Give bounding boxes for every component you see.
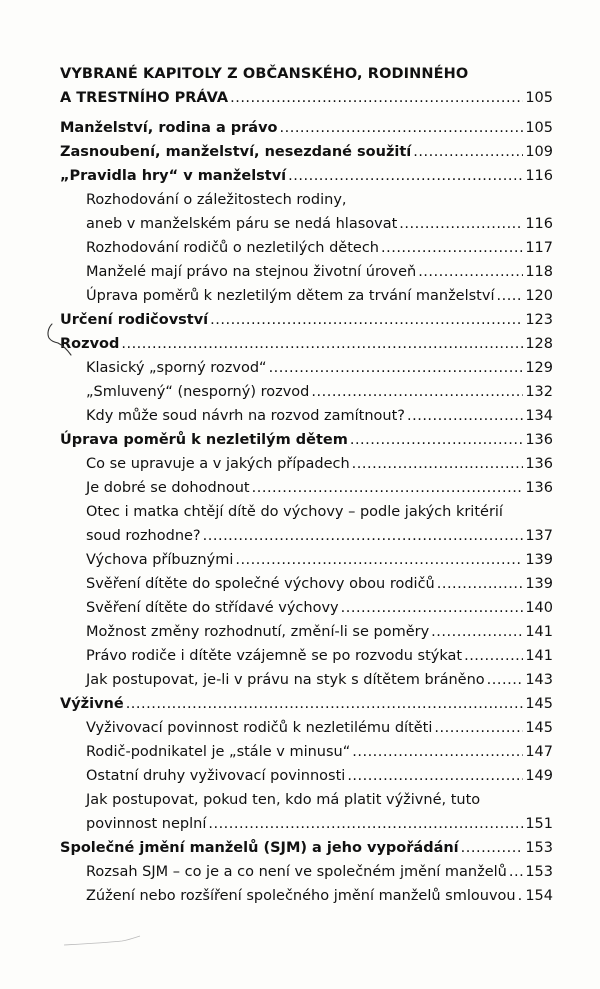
leader-dots [311,380,523,404]
toc-subsection-entry[interactable] [60,524,553,548]
entry-title: „Pravidla hry“ v manželství [60,168,287,184]
entry-page-number: 140 [525,600,553,616]
toc-entry-line: Jak postupovat, pokud ten, kdo má platit výživné, tuto [86,792,481,808]
leader-dots [352,740,523,764]
entry-title: Výživné [60,696,124,712]
entry-page-number: 137 [525,528,553,544]
entry-title: aneb v manželském páru se nedá hlasovat [86,216,398,232]
leader-dots [269,356,524,380]
toc-section-entry[interactable] [60,692,553,716]
leader-dots [518,884,524,908]
leader-dots [235,548,523,572]
entry-page-number: 147 [525,744,553,760]
entry-title: Úprava poměrů k nezletilým dětem za trvání manželství [86,288,495,304]
entry-page-number: 136 [525,480,553,496]
entry-title: Zúžení nebo rozšíření společného jmění manželů smlouvou [86,888,516,904]
leader-dots [347,764,523,788]
entry-page-number: 153 [525,840,553,856]
leader-dots [407,404,523,428]
entry-title: Rozhodování rodičů o nezletilých dětech [86,240,379,256]
leader-dots [509,860,523,884]
toc-subsection-entry[interactable] [60,452,553,476]
entry-title: Kdy může soud návrh na rozvod zamítnout? [86,408,405,424]
toc-subsection-entry[interactable] [60,668,553,692]
entry-title: Manželství, rodina a právo [60,120,278,136]
leader-dots [496,284,523,308]
toc-subsection-entry[interactable] [60,572,553,596]
entry-title: Možnost změny rozhodnutí, změní-li se poměry [86,624,430,640]
leader-dots [121,332,523,356]
entry-page-number: 139 [525,576,553,592]
entry-page-number: 116 [525,168,553,184]
toc-subsection-entry[interactable] [60,884,553,908]
entry-title: Je dobré se dohodnout [86,480,250,496]
page-smudge [62,935,142,949]
leader-dots [280,116,524,140]
toc-entries [60,116,553,908]
leader-dots [418,260,523,284]
toc-section-entry[interactable] [60,836,553,860]
entry-page-number: 128 [525,336,553,352]
entry-title: Svěření dítěte do společné výchovy obou rodičů [86,576,435,592]
toc-subsection-entry[interactable] [60,548,553,572]
leader-dots [230,86,523,110]
leader-dots [352,452,524,476]
chapter-page-number: 105 [525,90,553,106]
leader-dots [350,428,523,452]
entry-title: „Smluvený“ (nesporný) rozvod [86,384,310,400]
chapter-title-row [60,86,553,110]
entry-page-number: 145 [525,720,553,736]
entry-title: soud rozhodne? [86,528,201,544]
entry-page-number: 149 [525,768,553,784]
toc-section-entry[interactable] [60,332,553,356]
entry-page-number: 117 [525,240,553,256]
entry-page-number: 134 [525,408,553,424]
entry-page-number: 132 [525,384,553,400]
toc-subsection-entry[interactable] [60,860,553,884]
toc-subsection-entry[interactable] [60,404,553,428]
toc-subsection-entry[interactable] [60,284,553,308]
leader-dots [431,620,523,644]
toc-subsection-entry[interactable] [60,716,553,740]
entry-page-number: 145 [525,696,553,712]
toc-entry-line: Rozhodování o záležitostech rodiny, [86,192,347,208]
entry-page-number: 153 [525,864,553,880]
toc-subsection-entry[interactable] [60,212,553,236]
toc-subsection-entry[interactable] [60,596,553,620]
toc-subsection-entry[interactable] [60,644,553,668]
entry-title: Rodič-podnikatel je „stále v minusu“ [86,744,351,760]
toc-section-entry[interactable] [60,164,553,188]
entry-title: Manželé mají právo na stejnou životní úroveň [86,264,417,280]
toc-subsection-entry[interactable] [60,356,553,380]
leader-dots [464,644,523,668]
leader-dots [381,236,523,260]
entry-page-number: 141 [525,624,553,640]
leader-dots [434,716,523,740]
entry-title: Zasnoubení, manželství, nesezdané soužití [60,144,412,160]
entry-page-number: 154 [525,888,553,904]
entry-page-number: 118 [525,264,553,280]
toc-subsection-entry[interactable] [60,260,553,284]
entry-title: Ostatní druhy vyživovací povinnosti [86,768,346,784]
leader-dots [437,572,524,596]
entry-title: Svěření dítěte do střídavé výchovy [86,600,339,616]
toc-entry-line: Otec i matka chtějí dítě do výchovy – podle jakých kritérií [86,504,503,520]
entry-title: Právo rodiče i dítěte vzájemně se po rozvodu stýkat [86,648,463,664]
entry-page-number: 109 [525,144,553,160]
chapter-title-line2: A TRESTNÍHO PRÁVA [60,90,229,106]
toc-subsection-entry[interactable] [60,236,553,260]
entry-title: Vyživovací povinnost rodičů k nezletilému dítěti [86,720,433,736]
entry-page-number: 136 [525,456,553,472]
entry-title: Společné jmění manželů (SJM) a jeho vypořádání [60,840,459,856]
entry-page-number: 143 [525,672,553,688]
toc-section-entry[interactable] [60,428,553,452]
entry-page-number: 129 [525,360,553,376]
leader-dots [399,212,523,236]
toc-section-entry[interactable] [60,308,553,332]
entry-page-number: 139 [525,552,553,568]
entry-title: Co se upravuje a v jakých případech [86,456,350,472]
toc-subsection-entry[interactable] [60,476,553,500]
entry-title: Výchova příbuznými [86,552,234,568]
entry-title: povinnost neplní [86,816,207,832]
entry-page-number: 123 [525,312,553,328]
toc-section-entry[interactable] [60,116,553,140]
entry-page-number: 151 [525,816,553,832]
toc-section-entry[interactable] [60,140,553,164]
entry-title: Úprava poměrů k nezletilým dětem [60,432,348,448]
table-of-contents [60,62,553,908]
leader-dots [288,164,523,188]
leader-dots [461,836,524,860]
toc-subsection-entry[interactable] [60,812,553,836]
leader-dots [252,476,524,500]
leader-dots [126,692,524,716]
entry-title: Rozsah SJM – co je a co není ve společném jmění manželů [86,864,507,880]
leader-dots [210,308,523,332]
leader-dots [413,140,523,164]
toc-subsection-entry[interactable] [60,380,553,404]
entry-page-number: 136 [525,432,553,448]
leader-dots [203,524,524,548]
entry-page-number: 105 [525,120,553,136]
entry-title: Klasický „sporný rozvod“ [86,360,267,376]
toc-subsection-entry[interactable] [60,620,553,644]
entry-title: Jak postupovat, je-li v právu na styk s dítětem bráněno [86,672,485,688]
leader-dots [341,596,524,620]
pen-mark-annotation [44,322,74,358]
toc-subsection-entry[interactable] [60,740,553,764]
entry-page-number: 120 [525,288,553,304]
leader-dots [208,812,523,836]
toc-subsection-entry[interactable] [60,764,553,788]
entry-page-number: 141 [525,648,553,664]
entry-title: Rozvod [60,336,120,352]
entry-title: Určení rodičovství [60,312,209,328]
entry-page-number: 116 [525,216,553,232]
chapter-title-line1: VYBRANÉ KAPITOLY Z OBČANSKÉHO, RODINNÉHO [60,66,469,82]
leader-dots [487,668,524,692]
